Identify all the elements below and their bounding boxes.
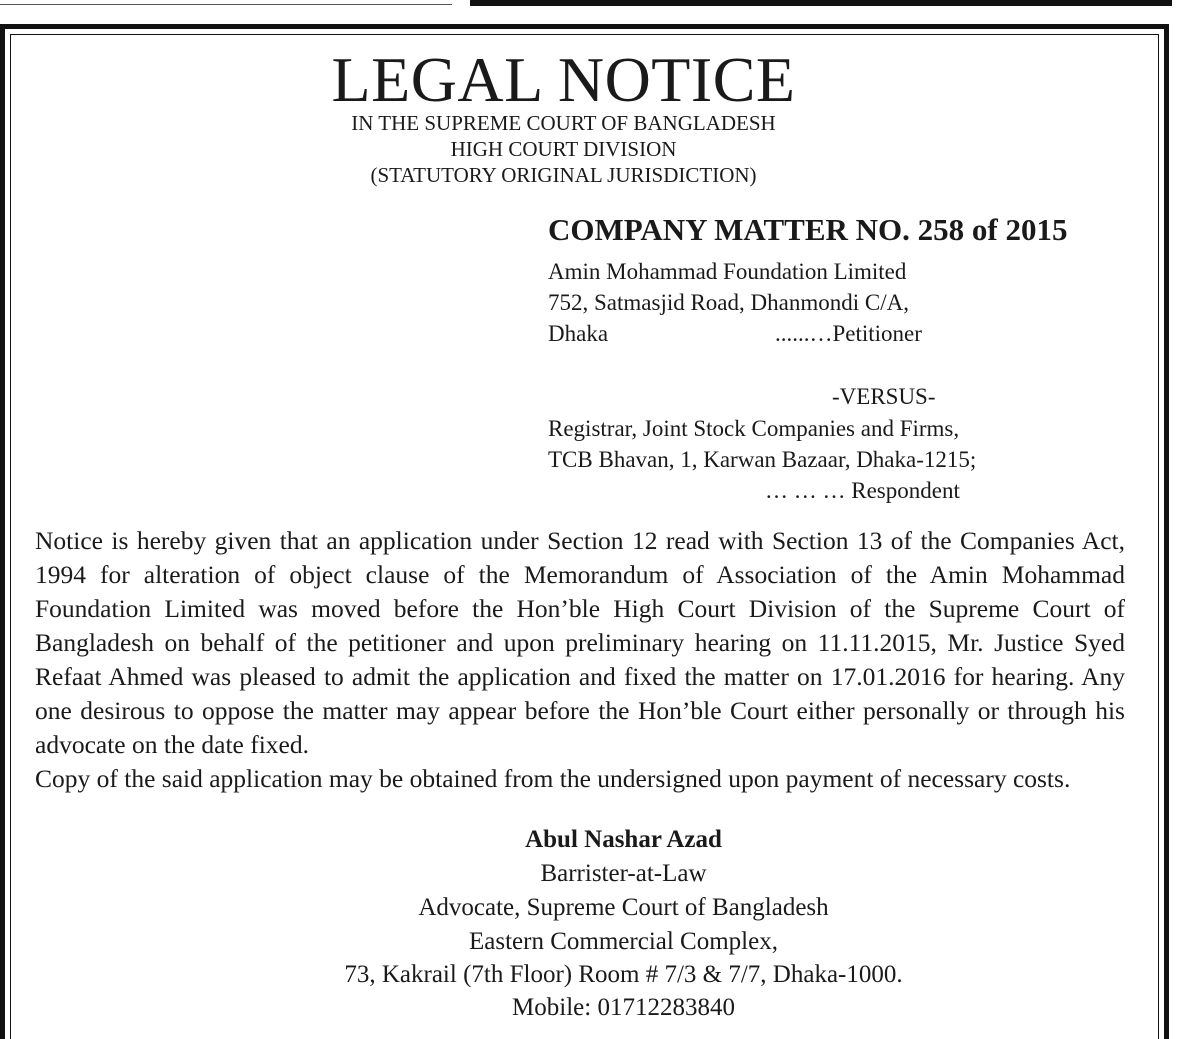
court-name: IN THE SUPREME COURT OF BANGLADESH <box>351 111 776 135</box>
signatory-address: 73, Kakrail (7th Floor) Room # 7/3 & 7/7, Dhaka-1000. <box>344 961 903 988</box>
petitioner-address: 752, Satmasjid Road, Dhanmondi C/A, <box>548 290 909 315</box>
signatory-building: Eastern Commercial Complex, <box>469 928 778 955</box>
signatory-position: Advocate, Supreme Court of Bangladesh <box>418 894 829 921</box>
notice-title: LEGAL NOTICE <box>331 44 796 115</box>
respondent-address: TCB Bhavan, 1, Karwan Bazaar, Dhaka-1215; <box>548 447 977 472</box>
court-division: HIGH COURT DIVISION <box>450 137 677 161</box>
respondent-name: Registrar, Joint Stock Companies and Firms, <box>548 416 960 441</box>
petitioner-name: Amin Mohammad Foundation Limited <box>548 259 907 284</box>
signatory-title: Barrister-at-Law <box>540 860 707 887</box>
petitioner-city: Dhaka <box>548 321 609 346</box>
notice-body <box>35 524 1125 796</box>
notice-paragraph: Notice is hereby given that an application under Section 12 read with Section 13 of the Companies Act, 1994 for alteration of object clause of the Memorandum of Association of the Amin Mohammad Foundation Limited was moved before the Hon’ble High Court Division of the Supreme Court of Bangladesh on behalf of the petitioner and upon preliminary hearing on 11.11.2015, Mr. Justice Syed Refaat Ahmed was pleased to admit the application and fixed the matter on 17.01.2016 for hearing. Any one desirous to oppose the matter may appear before the Hon’ble Court either personally or through his advocate on the date fixed. <box>35 526 1125 759</box>
matter-number: COMPANY MATTER NO. 258 of 2015 <box>548 212 1068 247</box>
court-jurisdiction: (STATUTORY ORIGINAL JURISDICTION) <box>370 163 757 187</box>
respondent-role: … … … Respondent <box>765 478 960 503</box>
top-thin-rule <box>0 4 452 5</box>
petitioner-role: ......…Petitioner <box>775 321 922 346</box>
versus-label: -VERSUS- <box>832 384 936 409</box>
signatory-name: Abul Nashar Azad <box>525 826 722 853</box>
signatory-mobile: Mobile: 01712283840 <box>512 994 735 1021</box>
top-thick-rule <box>470 0 1172 6</box>
notice-paragraph: Copy of the said application may be obtained from the undersigned upon payment of necessary costs. <box>35 764 1071 793</box>
